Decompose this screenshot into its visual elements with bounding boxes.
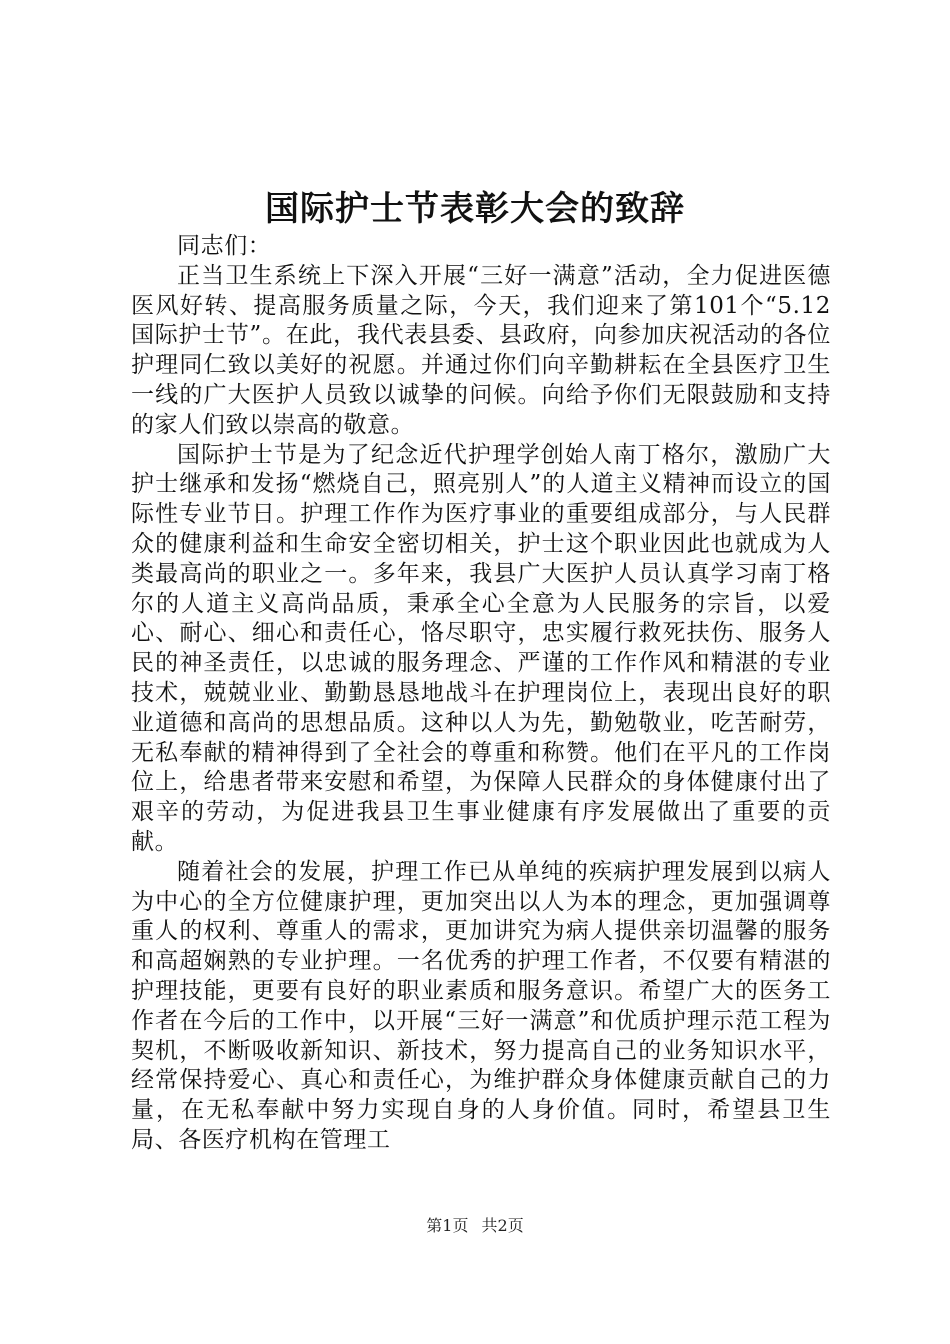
page-footer [0,1215,950,1237]
document-title: 国际护士节表彰大会的致辞 [265,189,685,229]
paragraph-1: 正当卫生系统上下深入开展“三好一满意”活动，全力促进医德医风好转、提高服务质量之际，今天，我们迎来了第101个“5.12国际护士节”。在此，我代表县委、县政府，向参加庆祝活动的各位护理同仁致以美好的祝愿。并通过你们向辛勤耕耘在全县医疗卫生一线的广大医护人员致以诚挚的问候。向给予你们无限鼓励和支持的家人们致以崇高的敬意。 [131,262,831,438]
page-number-total: 共2页 [481,1216,524,1235]
document-body [131,232,831,1156]
paragraph-2: 国际护士节是为了纪念近代护理学创始人南丁格尔，激励广大护士继承和发扬“燃烧自己，照亮别人”的人道主义精神而设立的国际性专业节日。护理工作作为医疗事业的重要组成部分，与人民群众的健康利益和生命安全密切相关，护士这个职业因此也就成为人类最高尚的职业之一。多年来，我县广大医护人员认真学习南丁格尔的人道主义高尚品质，秉承全心全意为人民服务的宗旨，以爱心、耐心、细心和责任心，恪尽职守，忠实履行救死扶伤、服务人民的神圣责任，以忠诚的服务理念、严谨的工作作风和精湛的专业技术，兢兢业业、勤勤恳恳地战斗在护理岗位上，表现出良好的职业道德和高尚的思想品质。这种以人为先，勤勉敬业，吃苦耐劳，无私奉献的精神得到了全社会的尊重和称赞。他们在平凡的工作岗位上，给患者带来安慰和希望，为保障人民群众的身体健康付出了艰辛的劳动，为促进我县卫生事业健康有序发展做出了重要的贡献。 [131,441,831,855]
page-number-current: 第1页 [426,1216,469,1235]
salutation: 同志们： [177,233,272,259]
paragraph-3: 随着社会的发展，护理工作已从单纯的疾病护理发展到以病人为中心的全方位健康护理，更加突出以人为本的理念，更加强调尊重人的权利、尊重人的需求，更加讲究为病人提供亲切温馨的服务和高超娴熟的专业护理。一名优秀的护理工作者，不仅要有精湛的护理技能，更要有良好的职业素质和服务意识。希望广大的医务工作者在今后的工作中，以开展“三好一满意”和优质护理示范工程为契机，不断吸收新知识、新技术，努力提高自己的业务知识水平，经常保持爱心、真心和责任心，为维护群众身体健康贡献自己的力量，在无私奉献中努力实现自身的人身价值。同时，希望县卫生局、各医疗机构在管理工 [131,858,831,1153]
